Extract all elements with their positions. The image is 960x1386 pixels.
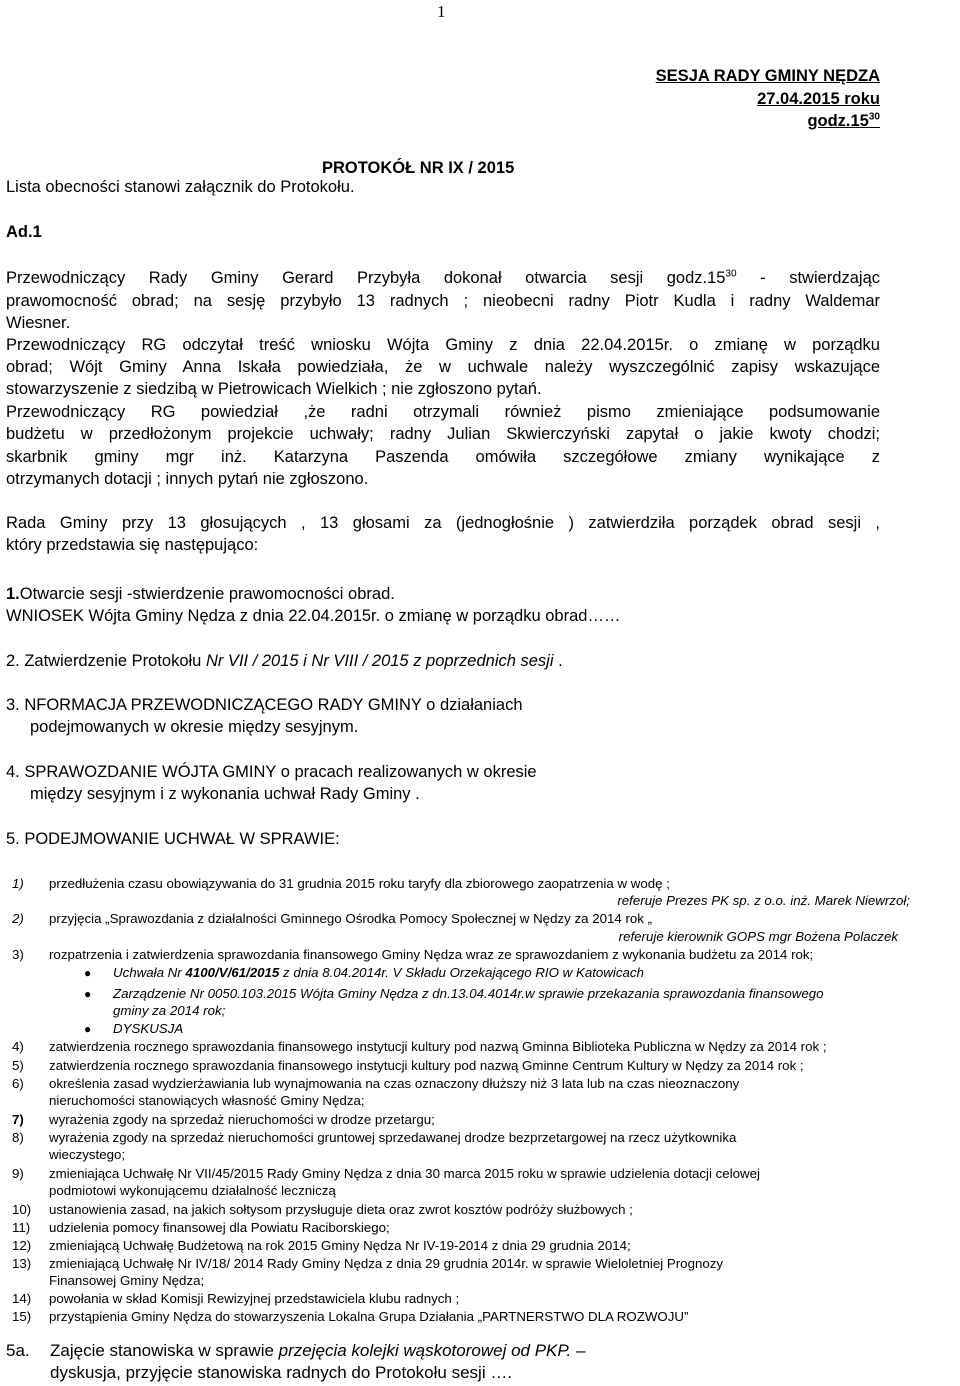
session-time-minutes: 30: [868, 111, 880, 123]
resolution-9-text-cont: podmiotowi wykonującemu działalność leczniczą: [49, 1183, 336, 1198]
resolution-8-number: 8): [12, 1130, 24, 1145]
item-5a-dash: –: [571, 1341, 586, 1360]
para1-line2: prawomocność obrad; na sesję przybyło 13 radnych ; nieobecni radny Piotr Kudla i radny Waldemar: [6, 292, 880, 310]
item-5a-number: 5a.: [6, 1341, 30, 1360]
item-5a-italic: przejęcia kolejki wąskotorowej od PKP.: [278, 1341, 572, 1360]
para4-line2: który przedstawia się następująco:: [6, 536, 259, 554]
resolution-13-number: 13): [12, 1256, 32, 1271]
agenda-item-1-motion: WNIOSEK Wójta Gminy Nędza z dnia 22.04.2015r. o zmianę w porządku obrad……: [6, 607, 621, 625]
resolution-2-number: 2): [12, 911, 24, 926]
para2-line2: obrad; Wójt Gminy Anna Iskała powiedziała, że w uchwale należy wyszczególnić zapisy wskazujące: [6, 358, 880, 376]
resolution-5-text: zatwierdzenia rocznego sprawozdania finansowego instytucji kultury pod nazwą Gminne Centrum Kultury w Nędzy za 2014 rok ;: [49, 1058, 804, 1073]
para4-line1: Rada Gminy przy 13 głosujących , 13 głosami za (jednogłośnie ) zatwierdziła porządek obrad sesji ,: [6, 514, 880, 532]
resolution-11-number: 11): [12, 1220, 31, 1235]
agenda-item-2-end: .: [553, 652, 563, 670]
attendance-note: Lista obecności stanowi załącznik do Protokołu.: [6, 178, 355, 196]
agenda-item-2: [6, 651, 563, 671]
resolution-1-text: przedłużenia czasu obowiązywania do 31 grudnia 2015 roku taryfy dla zbiorowego zaopatrzenia w wodę ;: [49, 876, 670, 891]
agenda-item-5: 5. PODEJMOWANIE UCHWAŁ W SPRAWIE:: [6, 830, 340, 848]
resolution-9-number: 9): [12, 1166, 24, 1181]
para1-line3: Wiesner.: [6, 314, 71, 332]
resolution-15-number: 15): [12, 1309, 32, 1324]
agenda-item-1: [6, 584, 395, 604]
resolution-6-number: 6): [12, 1076, 24, 1091]
bullet-dot: ●: [84, 987, 92, 1001]
item-5a-text-a: Zajęcie stanowiska w sprawie: [50, 1341, 279, 1360]
para2-line3: stowarzyszenie z siedzibą w Pietrowicach Wielkich ; nie zgłoszono pytań.: [6, 380, 542, 398]
resolution-8-text-cont: wieczystego;: [49, 1147, 126, 1162]
resolution-13-text: zmieniającą Uchwałę Nr IV/18/ 2014 Rady Gminy Nędza z dnia 29 grudnia 2014r. w sprawie Wieloletniej Prognozy: [49, 1256, 724, 1271]
para3-line2: budżetu w przedłożonym projekcie uchwały; radny Julian Skwierczyński zapytał o jakie kwoty chodzi;: [6, 425, 880, 443]
agenda-item-4-line2: między sesyjnym i z wykonania uchwał Rady Gminy .: [30, 785, 420, 803]
para1-text-b: - stwierdzając: [736, 269, 880, 287]
item-5a-line2: dyskusja, przyjęcie stanowiska radnych do Protokołu sesji ….: [50, 1363, 513, 1382]
resolution-5-number: 5): [12, 1058, 24, 1073]
section-ad1: Ad.1: [6, 223, 42, 241]
resolution-12-text: zmieniającą Uchwałę Budżetową na rok 2015 Gminy Nędza Nr IV-19-2014 z dnia 29 grudnia 2014;: [49, 1238, 631, 1253]
agenda-item-3-line2: podejmowanych w okresie między sesyjnym.: [30, 718, 359, 736]
resolution-4-text: zatwierdzenia rocznego sprawozdania finansowego instytucji kultury pod nazwą Gminna Biblioteka Publiczna w Nędzy za 2014 rok ;: [49, 1039, 827, 1054]
resolution-13-text-cont: Finansowej Gminy Nędza;: [49, 1273, 205, 1288]
resolution-3-text: rozpatrzenia i zatwierdzenia sprawozdania finansowego Gminy Nędza wraz ze sprawozdaniem z wykonania budżetu za 2014 rok;: [49, 947, 814, 962]
protocol-title: PROTOKÓŁ NR IX / 2015: [322, 159, 515, 177]
resolution-1-speaker: referuje Prezes PK sp. z o.o. inż. Marek Niewrzoł;: [617, 893, 910, 908]
resolution-2-text: przyjęcia „Sprawozdania z działalności Gminnego Ośrodka Pomocy Społecznej w Nędzy za 2014 rok „: [49, 911, 653, 926]
bullet-dot: ●: [84, 966, 92, 980]
resolution-6-text-cont: nieruchomości stanowiących własność Gminy Nędza;: [49, 1093, 365, 1108]
resolution-4-number: 4): [12, 1039, 24, 1054]
agenda-item-2-text: 2. Zatwierdzenie Protokołu: [6, 652, 206, 670]
resolution-14-text: powołania w skład Komisji Rewizyjnej przedstawiciela klubu radnych ;: [49, 1291, 460, 1306]
para3-line4: otrzymanych dotacji ; innych pytań nie zgłoszono.: [6, 470, 369, 488]
para3-line3: skarbnik gminy mgr inż. Katarzyna Paszenda omówiła szczegółowe zmiany wynikające z: [6, 448, 880, 466]
sub-1-number: 4100/V/61/2015: [185, 965, 280, 980]
agenda-item-2-italic: Nr VII / 2015 i Nr VIII / 2015 z poprzednich sesji: [205, 652, 554, 670]
resolution-11-text: udzielenia pomocy finansowej dla Powiatu Raciborskiego;: [49, 1220, 390, 1235]
resolution-10-number: 10): [12, 1202, 32, 1217]
resolution-3-sub-3: DYSKUSJA: [113, 1021, 184, 1036]
resolution-7-number: 7): [12, 1112, 24, 1127]
agenda-item-3-line1: 3. NFORMACJA PRZEWODNICZĄCEGO RADY GMINY o działaniach: [6, 696, 523, 714]
resolution-12-number: 12): [12, 1238, 32, 1253]
resolution-15-text: przystąpienia Gminy Nędza do stowarzyszenia Lokalna Grupa Działania „PARTNERSTWO DLA ROZWOJU”: [49, 1309, 689, 1324]
para2-line1: Przewodniczący RG odczytał treść wniosku Wójta Gminy z dnia 22.04.2015r. o zmianę w porządku: [6, 336, 880, 354]
session-title: SESJA RADY GMINY NĘDZA: [655, 67, 880, 85]
para3-line1: Przewodniczący RG powiedział ,że radni otrzymali również pismo zmieniające podsumowanie: [6, 403, 880, 421]
session-time: [807, 112, 880, 131]
sub-1-text-a: Uchwała Nr: [113, 965, 186, 980]
resolution-10-text: ustanowienia zasad, na jakich sołtysom przysługuje dieta oraz zwrot kosztów podróży służbowych ;: [49, 1202, 633, 1217]
agenda-item-4-line1: 4. SPRAWOZDANIE WÓJTA GMINY o pracach realizowanych w okresie: [6, 763, 537, 781]
session-time-hour: godz.15: [807, 112, 869, 130]
resolution-6-text: określenia zasad wydzierżawiania lub wynajmowania na czas oznaczony dłuższy niż 3 lata lub na czas nieoznaczony: [49, 1076, 740, 1091]
agenda-item-1-text: Otwarcie sesji -stwierdzenie prawomocności obrad.: [19, 585, 395, 603]
resolution-14-number: 14): [12, 1291, 32, 1306]
para1-line1: [6, 268, 880, 288]
page-number: 1: [437, 2, 446, 21]
resolution-1-number: 1): [12, 876, 24, 891]
bullet-dot: ●: [84, 1022, 92, 1036]
sub-1-text-b: z dnia 8.04.2014r. V Składu Orzekającego RIO w Katowicach: [279, 965, 644, 980]
resolution-8-text: wyrażenia zgody na sprzedaż nieruchomości gruntowej sprzedawanej drodze bezprzetargowej na rzecz użytkownika: [49, 1130, 737, 1145]
resolution-3-sub-2-line2: gminy za 2014 rok;: [113, 1003, 226, 1018]
para1-text-a: Przewodniczący Rady Gminy Gerard Przybyła dokonał otwarcia sesji godz.15: [6, 269, 726, 287]
resolution-7-text: wyrażenia zgody na sprzedaż nieruchomości w drodze przetargu;: [49, 1112, 435, 1127]
session-date: 27.04.2015 roku: [757, 90, 880, 108]
resolution-2-speaker: referuje kierownik GOPS mgr Bożena Polaczek: [618, 929, 898, 944]
resolution-3-sub-2-line1: Zarządzenie Nr 0050.103.2015 Wójta Gminy Nędza z dn.13.04.4014r.w sprawie przekazania sprawozdania finansowego: [113, 986, 824, 1001]
para1-sup: 30: [725, 268, 737, 280]
resolution-3-number: 3): [12, 947, 24, 962]
resolution-3-sub-1: [113, 965, 644, 981]
item-5a-line1: [50, 1341, 585, 1361]
agenda-item-1-number: 1.: [6, 585, 20, 603]
resolution-9-text: zmieniająca Uchwałę Nr VII/45/2015 Rady Gminy Nędza z dnia 30 marca 2015 roku w sprawie udzielenia dotacji celowej: [49, 1166, 761, 1181]
